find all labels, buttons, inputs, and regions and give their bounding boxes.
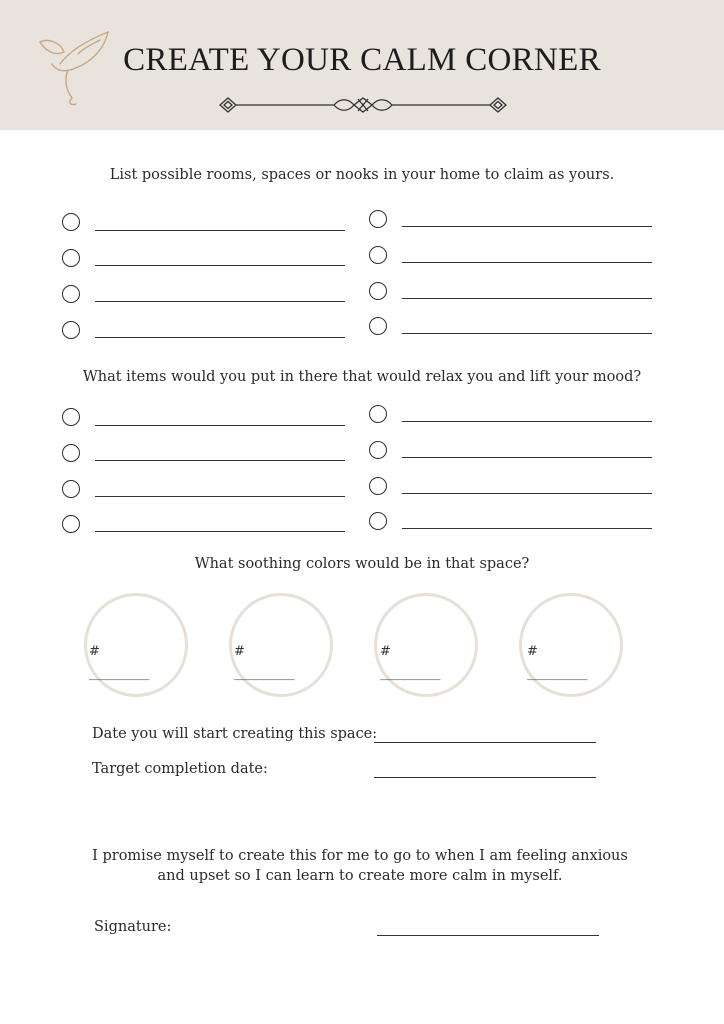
room-checkbox[interactable] [62, 285, 80, 303]
color-hash-symbol: # [380, 644, 391, 659]
page-title: CREATE YOUR CALM CORNER [123, 42, 601, 78]
room-checkbox[interactable] [62, 321, 80, 339]
ornamental-divider-icon [216, 92, 510, 118]
signature-label: Signature: [94, 919, 172, 935]
item-checkbox[interactable] [62, 444, 80, 462]
promise-statement [60, 846, 660, 886]
room-entry-line[interactable] [402, 226, 652, 227]
item-checkbox[interactable] [62, 408, 80, 426]
color-code-blank[interactable]: __________ [380, 666, 440, 681]
item-checkbox[interactable] [369, 405, 387, 423]
room-checkbox[interactable] [369, 317, 387, 335]
color-hash-symbol: # [89, 644, 100, 659]
item-entry-line[interactable] [95, 531, 345, 532]
leaf-bird-outline-icon [34, 24, 114, 110]
item-entry-line[interactable] [95, 425, 345, 426]
room-entry-line[interactable] [95, 337, 345, 338]
header-banner [0, 0, 724, 130]
promise-line-1: I promise myself to create this for me to go to when I am feeling anxious [92, 848, 628, 864]
room-entry-line[interactable] [402, 333, 652, 334]
start-date-line[interactable] [374, 742, 596, 743]
target-date-label: Target completion date: [92, 761, 268, 777]
room-checkbox[interactable] [369, 210, 387, 228]
item-entry-line[interactable] [95, 460, 345, 461]
item-checkbox[interactable] [62, 515, 80, 533]
room-checkbox[interactable] [369, 282, 387, 300]
item-entry-line[interactable] [95, 496, 345, 497]
item-checkbox[interactable] [62, 480, 80, 498]
item-entry-line[interactable] [402, 493, 652, 494]
signature-line[interactable] [377, 935, 599, 936]
item-entry-line[interactable] [402, 457, 652, 458]
room-checkbox[interactable] [369, 246, 387, 264]
room-checkbox[interactable] [62, 249, 80, 267]
start-date-label: Date you will start creating this space: [92, 726, 378, 742]
room-entry-line[interactable] [95, 230, 345, 231]
item-checkbox[interactable] [369, 441, 387, 459]
item-entry-line[interactable] [402, 528, 652, 529]
room-entry-line[interactable] [95, 301, 345, 302]
item-entry-line[interactable] [402, 421, 652, 422]
color-code-blank[interactable]: __________ [89, 666, 149, 681]
target-date-line[interactable] [374, 777, 596, 778]
color-hash-symbol: # [527, 644, 538, 659]
room-entry-line[interactable] [402, 262, 652, 263]
color-code-blank[interactable]: __________ [527, 666, 587, 681]
color-hash-symbol: # [234, 644, 245, 659]
color-code-blank[interactable]: __________ [234, 666, 294, 681]
colors-prompt: What soothing colors would be in that space? [194, 556, 530, 572]
room-entry-line[interactable] [95, 265, 345, 266]
items-prompt: What items would you put in there that would relax you and lift your mood? [82, 369, 642, 385]
rooms-prompt: List possible rooms, spaces or nooks in your home to claim as yours. [109, 167, 615, 183]
promise-line-2: and upset so I can learn to create more calm in myself. [157, 868, 563, 884]
item-checkbox[interactable] [369, 512, 387, 530]
room-entry-line[interactable] [402, 298, 652, 299]
item-checkbox[interactable] [369, 477, 387, 495]
room-checkbox[interactable] [62, 213, 80, 231]
